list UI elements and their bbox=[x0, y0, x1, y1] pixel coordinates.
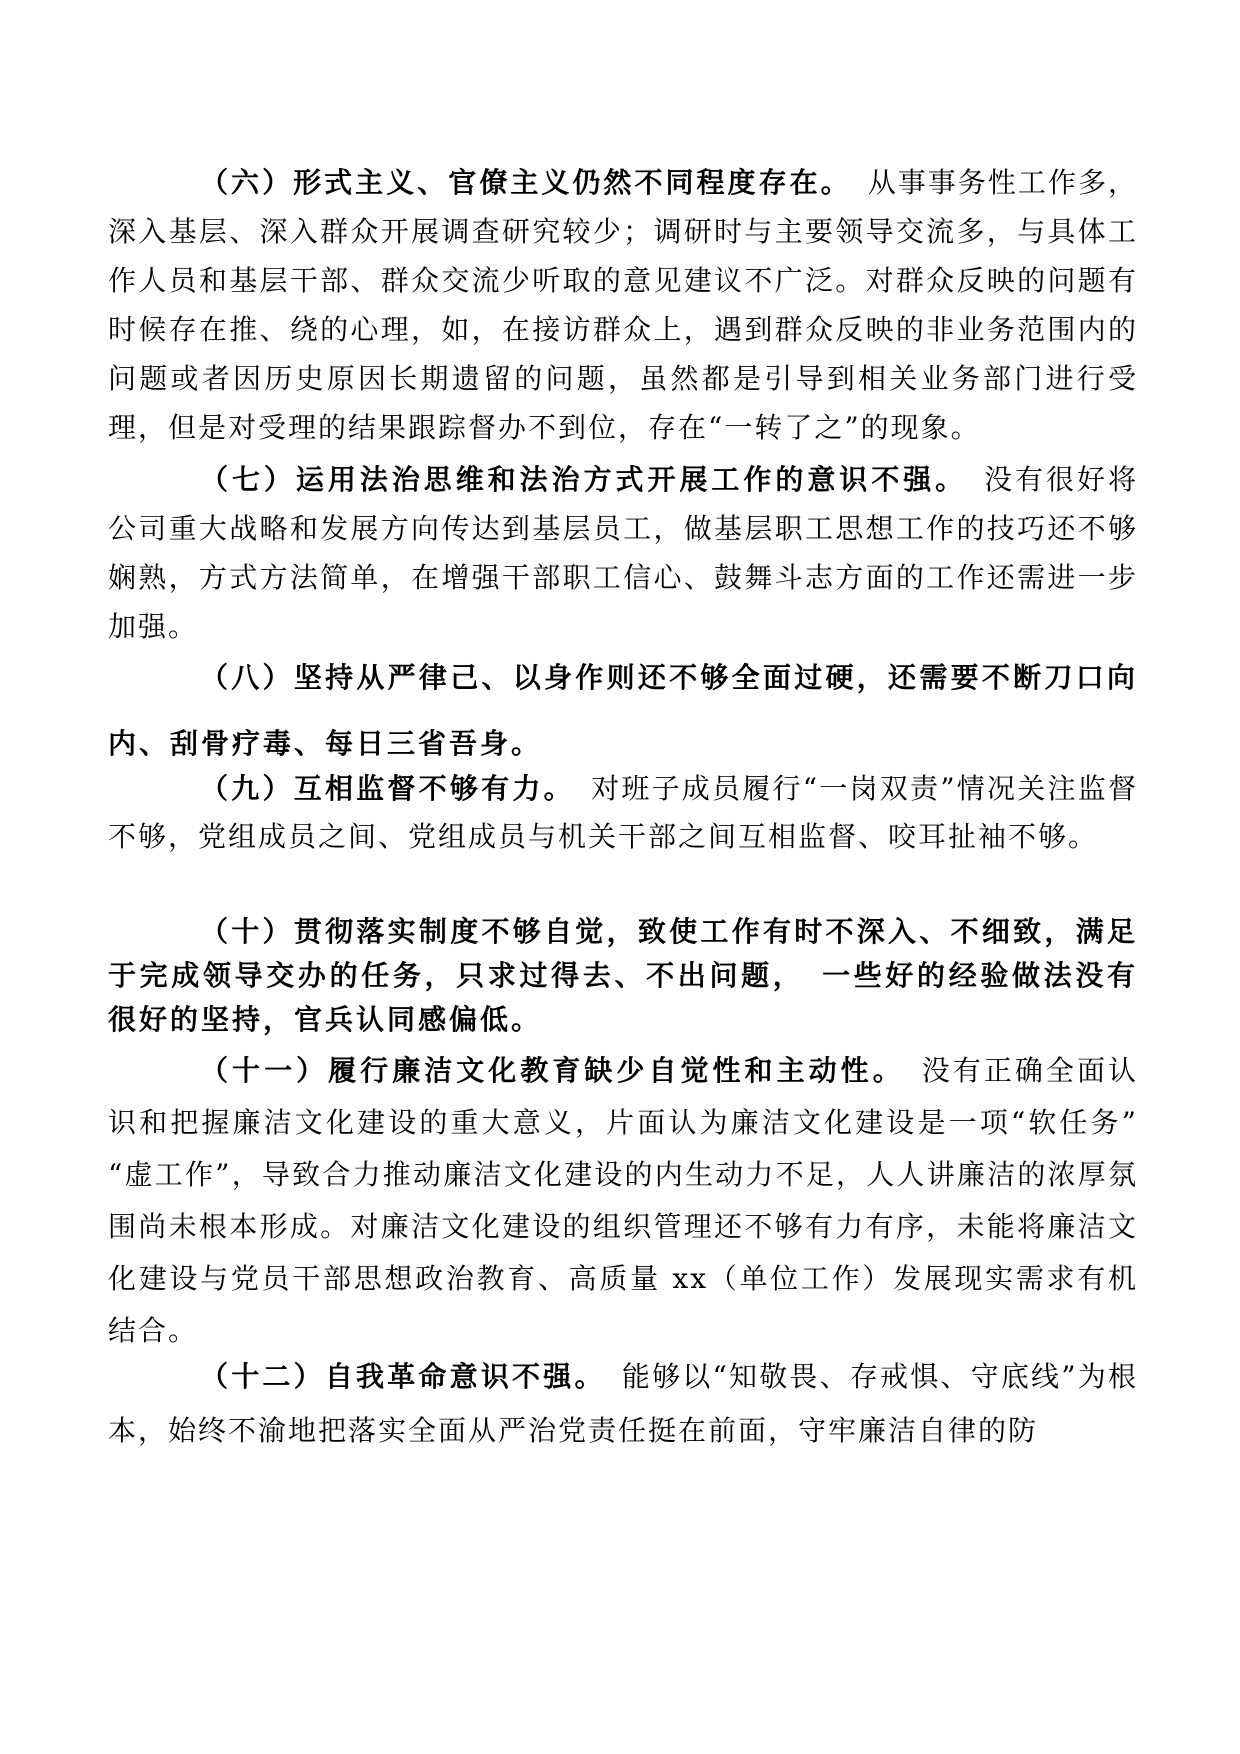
paragraph-11-heading: （十一）履行廉洁文化教育缺少自觉性和主动性。 bbox=[200, 1054, 891, 1087]
paragraph-9 bbox=[108, 765, 1138, 861]
paragraph-12-body: 能够以“知敬畏、存戒惧、守底线”为根本，始终不渝地把落实全面从严治党责任挺在前面，守牢廉洁自律的防 bbox=[108, 1360, 1138, 1447]
paragraph-6-heading: （六）形式主义、官僚主义仍然不同程度存在。 bbox=[200, 166, 838, 199]
paragraph-7-heading: （七）运用法治思维和法治方式开展工作的意识不强。 bbox=[200, 463, 954, 496]
paragraph-12-heading: （十二）自我革命意识不强。 bbox=[200, 1360, 592, 1393]
paragraph-12 bbox=[108, 1350, 1138, 1458]
paragraph-10 bbox=[108, 910, 1138, 1042]
paragraph-11 bbox=[108, 1045, 1138, 1357]
paragraph-6 bbox=[108, 158, 1138, 452]
paragraph-9-body: 对班子成员履行“一岗双责”情况关注监督不够，党组成员之间、党组成员与机关干部之间互相监督、咬耳扯袖不够。 bbox=[108, 772, 1138, 853]
paragraph-7 bbox=[108, 455, 1138, 651]
paragraph-8-heading: （八）坚持从严律己、以身作则还不够全面过硬，还需要不断刀口向内、刮骨疗毒、每日三省吾身。 bbox=[108, 661, 1138, 760]
paragraph-7-body: 没有很好将公司重大战略和发展方向传达到基层员工，做基层职工思想工作的技巧还不够娴熟，方式方法简单，在增强干部职工信心、鼓舞斗志方面的工作还需进一步加强。 bbox=[108, 463, 1138, 643]
paragraph-11-body: 没有正确全面认识和把握廉洁文化建设的重大意义，片面认为廉洁文化建设是一项“软任务” “虚工作”，导致合力推动廉洁文化建设的内生动力不足，人人讲廉洁的浓厚氛围尚未根本形成。对廉洁文化建设的组织管理还不够有力有序，未能将廉洁文化建设与党员干部思想政治教育、高质量 xx（单位工作）发展现实需求有机结合。 bbox=[108, 1054, 1138, 1347]
paragraph-6-body: 从事事务性工作多，深入基层、深入群众开展调查研究较少；调研时与主要领导交流多，与具体工作人员和基层干部、群众交流少听取的意见建议不广泛。对群众反映的问题有时候存在推、绕的心理，如，在接访群众上，遇到群众反映的非业务范围内的问题或者因历史原因长期遗留的问题，虽然都是引导到相关业务部门进行受理，但是对受理的结果跟踪督办不到位，存在“一转了之”的现象。 bbox=[108, 166, 1138, 444]
paragraph-10-heading: （十）贯彻落实制度不够自觉，致使工作有时不深入、不细致，满足于完成领导交办的任务，只求过得去、不出问题， 一些好的经验做法没有很好的坚持，官兵认同感偏低。 bbox=[108, 915, 1138, 1036]
paragraph-9-heading: （九）互相监督不够有力。 bbox=[200, 772, 561, 805]
paragraph-8 bbox=[108, 645, 1138, 777]
